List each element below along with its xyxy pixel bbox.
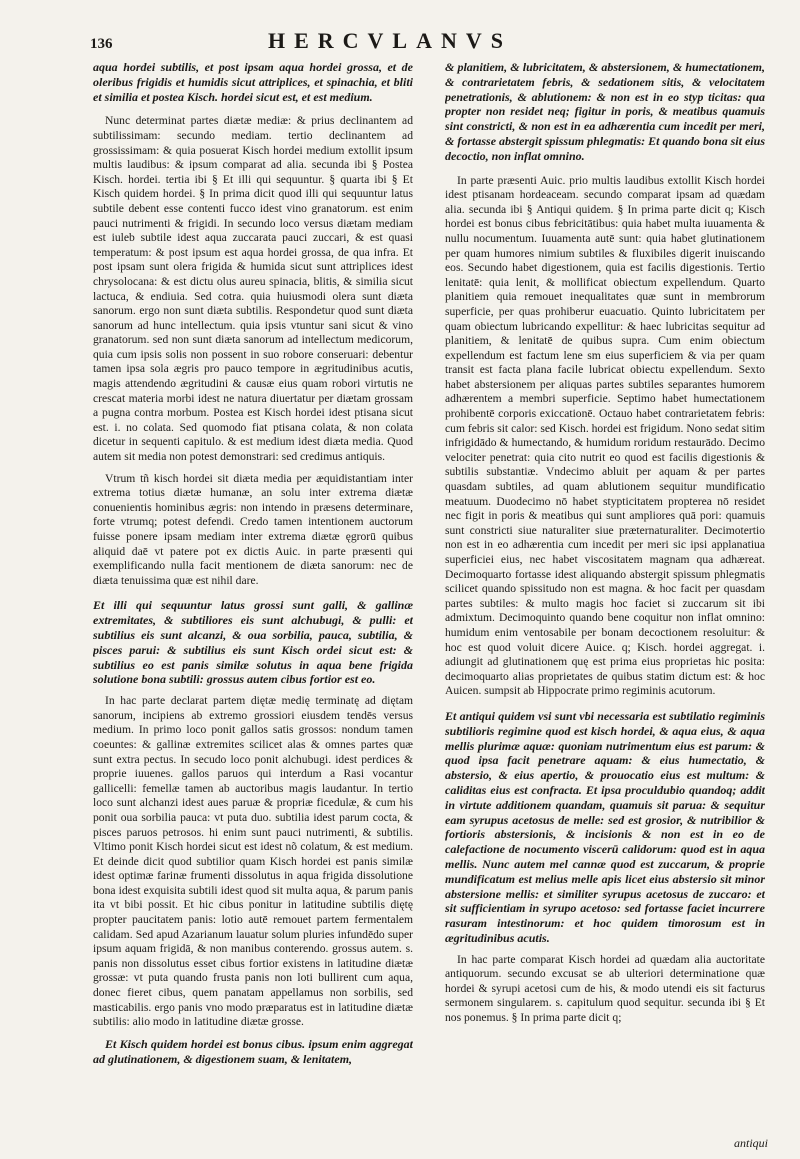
commentary-paragraph: Vtrum tñ kisch hordei sit diæta media per æquidistantiam inter extrema totius diætæ humanæ, an solu inter extrema diætæ conuenientis hominibus ægris: non intendo in præsens determinare, forte vtrumq; potest defendi. Credo tamen intentionem auctorum fuisse ponere ipsam mediam inter extrema diætæ ęgrorū quibus aliquid daē vt patere pot ex dictis Auic. in parte præsenti qui exemplificando nulla facit mentionem de diæta sanorum: nec de diæta tenuissima quæ est nihil dare. <box>93 471 413 587</box>
lemma-paragraph: aqua hordei subtilis, et post ipsam aqua hordei grossa, et de oleribus frigidis et humidis sicut attriplices, et spinachia, et bliti et similia et postea Kisch. hordei sicut est, et est medium. <box>93 60 413 104</box>
page-number: 136 <box>90 36 113 52</box>
left-column <box>93 60 413 1139</box>
commentary-paragraph: Nunc determinat partes diætæ mediæ: & prius declinantem ad subtilissimam: secundo mediam. tertio declinantem ad grossissimam: & quia posuerat Kisch hordei medium extollit ipsum multis laudibus: & ipsum comparat ad alia. secunda ibi § Postea Kisch. hordei. tertia ibi § Et illi qui sequuntur. § quarta ibi § Et Kisch quidem hordei. § In prima dicit quod illi qui sequuntur latus subtile debent esse contenti fucco idest vino granatorum. est enim pauci nutrimenti & frigidi. In secundo loco versus diætam mediam est iuleb subtile idest aqua zuccarata pauci zuccari, & est quasi temperatum: & post ipsum est aqua hordei grossa, de qua infra. Et post ipsam sunt olera frigida & humida sicut sunt attriplices idest chrysolocana: & est dictu olus aureu spinacia, blitis, & similia sicut lactuca, & endiuia. Sed cotra. quia huiusmodi olera sunt diæta sanorum. ergo non sunt diæta subtilis. Respondetur quod sunt diæta sanorum ad hunc intellectum. quia ipsis vtuntur sani sicut & vino granatorum. sed non sunt diæta sanorum ad intellectum medicorum, quia cum ipsis solis non possent in suo robore conseruari: debentur tamen ipsa sola ægris pro pauco tempore in ægritudinibus acutis, magis attendendo ægritudini & causæ eius quam robori virtutis ne crescat materia morbi idest ne natura diuertatur per diætam grossam a pugna contra morbum. Postea est Kisch hordei idest ptisana sicut est. i. no colata. Sed quomodo fiat ptisana colata, & non colata dicetur in sequenti capitulo. & est medium idest diæta media. Quod autem sit media non potest demonstrari: sed credimus antiquis. <box>93 114 413 464</box>
lemma-paragraph: Et illi qui sequuntur latus grossi sunt galli, & gallinæ extremitates, & subtiliores eis sunt alchubugi, & pulli: et subtilius eis sunt alcanzi, & oua sorbilia, pauca, subtilia, & pisces parui: & subtilius eis sunt Kisch ordei sicut est: & subtilius eo est panis similæ solutus in aqua bene frigida solutione bona subtili: grossus autem cibus fortior est eo. <box>93 598 413 687</box>
commentary-paragraph: In hac parte comparat Kisch hordei ad quædam alia auctoritate antiquorum. secundo excusat se ab ulteriori determinatione quæ hordei & syrupi acetosi cum de his, & modo utendi eis sit facturus sermonem singularem. s. capitulum quod sequitur. secunda ibi § Et nos ponemus. § In prima parte dicit q; <box>445 952 765 1025</box>
page-header <box>90 28 760 56</box>
lemma-paragraph: Et Kisch quidem hordei est bonus cibus. ipsum enim aggregat ad glutinationem, & digestionem suam, & lenitatem, <box>93 1036 413 1066</box>
commentary-paragraph: In parte præsenti Auic. prio multis laudibus extollit Kisch hordei idest ptisanam hordeaceam. secundo comparat ipsam ad quædam alia. secunda ibi § Antiqui quidem. § In prima parte dicit q; Kisch hordei est bonus cibus febricitātibus: quia habet multa iuuamenta & nullu nocumentum. Iuuamenta autē sunt: quia habet glutinationem per quam humores nimium subtiles & fluxibiles digerit inuiscando eos. Secundo habet digestionem, quia est facilis digestionis. Tertio lenitatē: quia lenit, & mollificat obiectum expellendum. Quarto planitiem quia remouet inequalitates quæ sunt in membrorum superficie, per quas prohiberur euacuatio. Quinto lubricitatem per quam obiectum lubricando expellitur: & haec lubricitas sequitur ad planitiem, & lenitatē de quibus supra. Cum enim obiectum expellendum est factum lene sm eius superficiem & via per quam transit est facta plana facile lubricat obiectu expellendum. Sexto habet abstersionem per aliquas partes subtiles separantes humorem adhærentem a membri superficie. Septimo habet humectationem prohibentē corporis exiccationē. Octauo habet contrarietatem febris: cum febris sit calor: sed Kisch. hordei est frigidum. Nono sedat sitim infrigidādo & humectando, & humidum roridum restaurādo. Decimo velociter penetrat: quia cito nutrit eo quod est facilis digestionis & subtilis substantiæ. Vndecimo abluit per aquam & per partes quasdam subtiles, ad quam ablutionem sequitur mundificatio meatuum. Duodecimo nō habet stypticitatem propterea nō residet nec figit in poris & meatibus qui sunt ampliores quā pori: quamuis sunt constricti siue naturaliter siue præternaturaliter. Decimotertio non est in eo adhærentia cum incedit per meri sic ipsi applanatiua superficiei eius, nec habet viscositatem magnam qua adhæreat. Decimoquarto fortasse idest aliquando abstergit spissum phlegmatis scilicet quando spissitudo non est magna. & hoc facit per quasdam partes subtiles: & multo magis hoc faciet si zuccarum sit ibi admixtum. Decimoquinto quando bene coquitur non inflat omnino: humidum enim ventosabile per bonam decoctionem resoluitur: & hoc est quod voluit dicere Auice. q; Kisch. hordei aggregat. i. adiungit ad glutinationem quę est prima eius proprietas hic posita: decimoquarto alias proprietates de quibus statim dictum est: & hoc Auicen. sumpsit ab Hippocrate primo regiminis acutorum. <box>445 173 765 698</box>
catchword: antiqui <box>733 1136 768 1150</box>
lemma-paragraph: Et antiqui quidem vsi sunt vbi necessaria est subtilatio regiminis subtilioris regimine quod est kisch hordei, & aqua eius, & aqua mellis plurimæ aquæ: quoniam nutrimentum eius est parum: & quod ipsa facit penetrare aquam: & eius humectatio, & abstersio, & eius apertio, & prouocatio eius est multum: & caliditas eius est confracta. Et ipsa proculdubio quandoq; addit in virtute additionem quandam, quamuis sit parua: & sequitur eam syrupus acetosus de melle: sed est grosior, & nutribilior & fortioris abstersionis, & incisionis & non est in eo de calefactione de nocumento viscerū calidorum: quod est in aqua mellis. Nunc autem mel cannæ quod est zuccarum, & proprie mundificatum est melius melle apis licet eius abstersio sit minor abstersione mellis: et similiter syrupus acetosus de zuccaro: et sit sufficientiam in syrupo acetoso: sed fortasse faciet incurrere rasuram intestinorum: et hoc quidem timorosum est in ægritudinibus acutis. <box>445 708 765 945</box>
commentary-paragraph: In hac parte declarat partem diętæ medię terminatę ad diętam sanorum, incipiens ab extremo grossiori eiusdem tendēs versus medium. In primo loco ponit gallos satis grossos: nondum tamen coeuntes: & gallinæ extremites scilicet alas & omnes partes quæ sunt extra pectus. In secudo loco ponit alchubugi. idest perdices & proprie iuuenes. gallos paruos qui interdum a Rasi vocantur gallicelli: femellæ tamen ab auctoribus magis laudantur. In tertio loco sunt alchanzi idest aues paruæ & propriæ ficedulæ, & cum his ponit oua sorbilia pauca: vt puta duo. subtilia idest parum cocta, & pisces paruos petrosos. hi enim sunt pauci nutrimenti, & subtilis. Vltimo ponit Kisch hordei sicut est idest nõ colatum, & est medium. Et deinde dicit quod subtilior quam Kisch hordei est panis similæ idest optimæ farinæ frumenti dissolutus in aqua frigida dissolutione bona idest exquisita subtili idest quod sit multa aqua, & parum panis ita vt bibi possit. Et hic cibus ponitur in latitudine subtilis diętę propter paucitatem panis: lotio autē remouet partem fermentalem calidam. Sed apud Azarianum lauatur solum pluries infundēdo super ipsum aquam frigidā, & non manibus conterendo. grossus autem. s. panis non dissolutus esset cibus fortior existens in latitudine diætæ grossæ: vt puta quando frusta panis non loti bullirent cum aqua, donec fieret cibus, quem panatam appellamus non sorbilis, sed masticabilis. ergo panis vno modo præparatus est in latitudine diætæ subtilis: alio modo in latitudine diætæ grosse. <box>93 694 413 1029</box>
right-column <box>445 60 765 1139</box>
running-head: HERCVLANVS <box>267 28 513 53</box>
lemma-paragraph: & planitiem, & lubricitatem, & abstersionem, & humectationem, & contrarietatem febris, & sedationem sitis, & velocitatem penetrationis, & ablutionem: & non est in eo styp ticitas: qua propter non residet neq; figitur in poris, & meatibus quamuis sint constricti, & non est in ea adhærentia cum incedit per meri, & fortasse abstergit spissum phlegmatis: Et quando bona sit eius decoctio, non inflat omnino. <box>445 60 765 163</box>
